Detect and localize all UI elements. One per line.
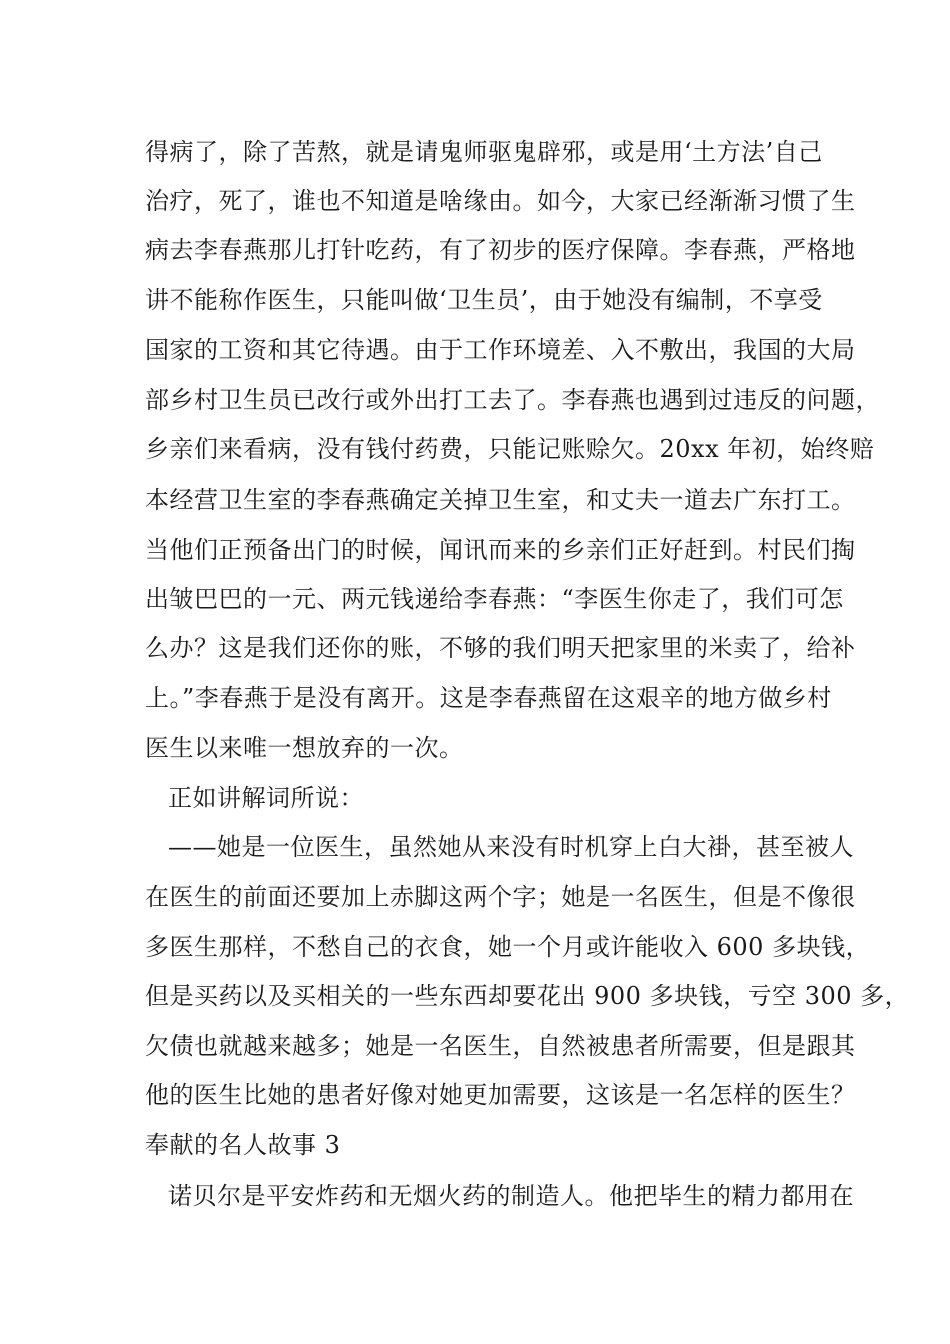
body-text-line: 在医生的前面还要加上赤脚这两个字；她是一名医生，但是不像很 (145, 883, 856, 911)
body-text-line: 欠债也就越来越多；她是一名医生，自然被患者所需要，但是跟其 (145, 1032, 856, 1060)
body-text-line: ——她是一位医生，虽然她从来没有时机穿上白大褂，甚至被人 (168, 833, 854, 861)
body-text-line: 得病了，除了苦熬，就是请鬼师驱鬼辟邪，或是用‘土方法’自己 (145, 138, 823, 166)
body-text-line: 部乡村卫生员已改行或外出打工去了。李春燕也遇到过违反的问题， (145, 386, 880, 414)
section-heading: 奉献的名人故事 3 (145, 1131, 341, 1159)
body-text-line: 医生以来唯一想放弃的一次。 (145, 734, 464, 762)
body-text-line: 本经营卫生室的李春燕确定关掉卫生室，和丈夫一道去广东打工。 (145, 486, 856, 514)
body-text-line: 病去李春燕那儿打针吃药，有了初步的医疗保障。李春燕，严格地 (145, 236, 856, 264)
body-text-line: 出皱巴巴的一元、两元钱递给李春燕：“李医生你走了，我们可怎 (145, 585, 844, 613)
body-text-line: 国家的工资和其它待遇。由于工作环境差、入不敷出，我国的大局 (145, 336, 856, 364)
body-text-line: 正如讲解词所说： (168, 784, 364, 812)
body-text-line: 他的医生比她的患者好像对她更加需要，这该是一名怎样的医生？ (145, 1081, 856, 1109)
body-text-line: 乡亲们来看病，没有钱付药费，只能记账赊欠。20xx 年初，始终赔 (145, 435, 875, 463)
body-text-line: 讲不能称作医生，只能叫做‘卫生员’，由于她没有编制，不享受 (145, 286, 823, 314)
body-text-line: 诺贝尔是平安炸药和无烟火药的制造人。他把毕生的精力都用在 (168, 1182, 854, 1210)
body-text-line: 多医生那样，不愁自己的衣食，她一个月或许能收入 600 多块钱， (145, 933, 871, 961)
body-text-line: 治疗，死了，谁也不知道是啥缘由。如今，大家已经渐渐习惯了生 (145, 187, 856, 215)
body-text-line: 上。”李春燕于是没有离开。这是李春燕留在这艰辛的地方做乡村 (145, 684, 832, 712)
body-text-line: 当他们正预备出门的时候，闻讯而来的乡亲们正好赶到。村民们掏 (145, 536, 856, 564)
body-text-line: 么办？这是我们还你的账，不够的我们明天把家里的米卖了，给补 (145, 634, 856, 662)
body-text-line: 但是买药以及买相关的一些东西却要花出 900 多块钱，亏空 300 多， (145, 982, 910, 1010)
